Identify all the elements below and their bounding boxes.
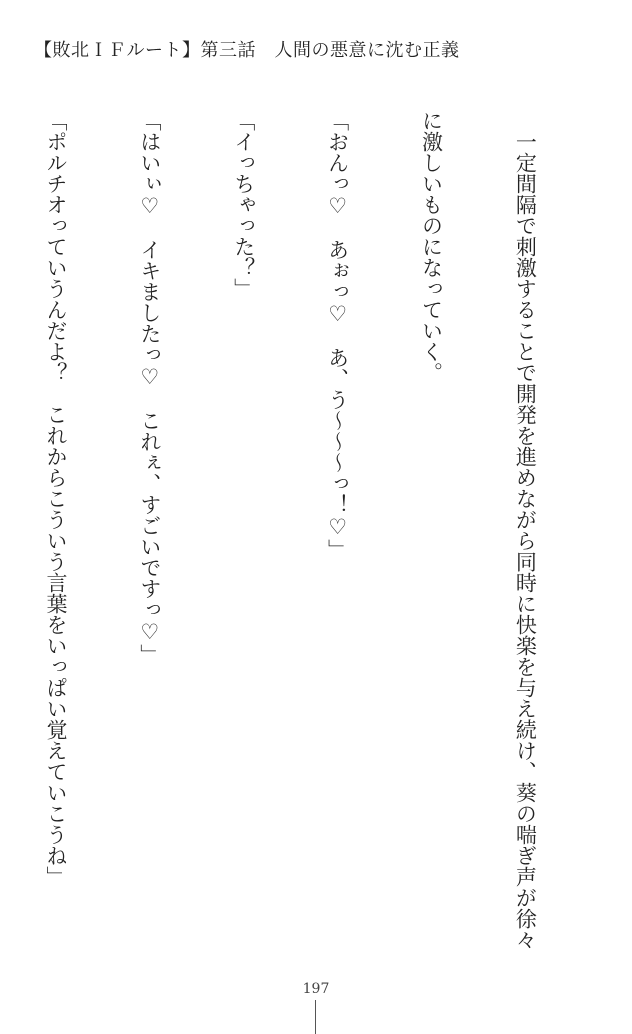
text-line: 「おんっ♡ あぉっ♡ あ、う〜〜〜っ！♡」	[325, 110, 350, 560]
chapter-header: 【敗北ＩＦルート】第三話 人間の悪意に沈む正義	[34, 40, 460, 61]
text-line: 「ポルチオっていうんだよ？ これからこういう言葉をいっぱい覚えていこうね」	[43, 110, 68, 887]
text-line: に激しいものになっていく。	[419, 110, 444, 383]
text-line: 「はいぃ♡ イキましたっ♡ これぇ、すごいですっ♡」	[137, 110, 162, 665]
page-number: 197	[302, 981, 330, 997]
page-number-rule	[315, 1000, 316, 1034]
body-text	[28, 110, 603, 955]
text-line: 一定間隔で刺激することで開発を進めながら同時に快楽を与え続け、葵の喘ぎ声が徐々	[513, 110, 538, 950]
text-line: 「イっちゃった？」	[231, 110, 256, 299]
